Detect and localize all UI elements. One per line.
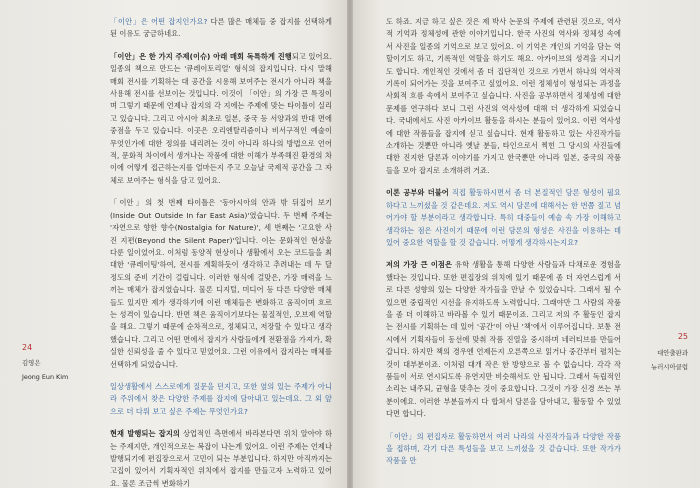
running-footer [22, 356, 68, 384]
body-text: 다른 많은 매체들 중 잡지를 선택하게 된 이유도 궁금하네요. [110, 17, 332, 39]
left-text-column [110, 16, 332, 488]
lead-text: 저의 가장 큰 이점은 [386, 260, 453, 270]
running-footer [651, 346, 688, 374]
paragraph [386, 16, 621, 177]
author-english: Jeong Eun Kim [22, 373, 69, 381]
question-text: 여러 나라의 사진작가들과 다양한 작품을 접하며, 각기 다른 특성들을 보고 느끼셨을 것 같습니다. 또한 작가가 작품을 만 [386, 431, 621, 466]
left-page [0, 0, 347, 488]
question-text: 일상생활에서 스스로에게 질문을 던지고, [110, 381, 241, 391]
paragraph [110, 16, 332, 41]
section-title-line2: 뉴러시아클럽 [650, 363, 688, 371]
paragraph [386, 431, 621, 468]
right-text-column [386, 16, 621, 478]
page-number: 24 [22, 343, 33, 352]
paragraph [110, 51, 332, 187]
question-text: 「이안」의 편집자로 활동하면서 [386, 431, 494, 441]
question-text: 직접 활동하시면서 좀 더 본질적인 담론 형성이 필요하다고 느끼셨을 것 같은데요. 저도 역시 담론에 대해서는 한 번쯤 짚고 넘어가야 할 부분이라고 생각합니다. 특히 대중들이 예술 속 가장 이해하고 생각하는 점은 사진이기 때문에 이런 담론의 형성은 사진을 이용하는 데 있어 중요한 역할을 할 것 같습니다. 어떻게 생각하시는지요? [386, 188, 621, 247]
body-text: 도 하죠. 지금 하고 싶은 것은 제 박사 논문의 주제에 관련된 것으로, 역사적 기억과 정체성에 관한 이야기입니다. 한국 사진의 역사와 정체성 속에서 사진을 일종의 기억으로 보고 있어요. 이 기억은 개인의 기억을 담는 역할이기도 하고, 기록적인 역할을 하기도 해요. 아카이브의 성격을 지니기도 합니다. 개인적인 것에서 좀 더 집단적인 것으로 가면서 하나의 역사적 기록이 되어가는 것을 보여주고 싶었어요. 이런 정체성이 형성되는 과정을 사회적 흐름 속에서 보여주고 싶습니다. 사진을 공부하면서 정체성에 대한 문제를 연구하다 보니 그런 사진의 역사성에 대해 더 생각하게 되었습니다. 국내에서도 사진 아카이브 활동을 하시는 분들이 있어요. 이런 역사성에 대한 작품들을 잡지에 싣고 싶습니다. 현재 활동하고 있는 사진작가들 소개하는 것뿐만 아니라 옛날 분들, 타인으로서 찍힌 그 당시의 사진들에 대한 진지한 담론과 이야기를 가지고 한국뿐만 아니라 일본, 중국의 작품들을 모아 잡지로 소개하려 거죠. [386, 17, 621, 175]
paragraph [110, 197, 332, 371]
paragraph [110, 381, 332, 418]
author-korean: 김영은 [22, 359, 41, 367]
body-text: 「이안」의 첫 번째 타이틀은 '동아시아의 안과 밖 뒤집어 보기(Inside Out Outside In far East Asia)'였습니다. 두 번째 주제는 '자연으로 향한 향수(Nostalgia for Nature)', 세 번째는 '고요한 사진 지편(Beyond the Silent Paper)'입니다. 이는 문화적인 현상을 다룬 일이었어요. 이처럼 동양적 현상이나 생활에서 오는 코드들을 최대한 '큐레이팅'하여, 전시를 계획하듯이 생각하고 추려내는 데 두 달 정도의 준비 기간이 걸립니다. 이러한 형식에 걸맞은, 가장 매력을 느끼는 매체가 잡지였습니다. 물론 디지털, 미디어 등 다른 다양한 매체들도 있지만 제가 생각하기에 이런 매체들은 변화하고 움직이며 흐르는 성격이 있습니다. 반면 책은 움직이기보다는 물질적인, 오브제 역할을 해요. 그렇기 때문에 순차적으로, 정체되고, 저장할 수 있다고 생각했습니다. 그리고 어떤 면에서 잡지가 사람들에게 전환점을 가져가, 확실한 신뢰성을 줄 수 있다고 믿었어요. 그런 이유에서 잡지라는 매체를 선택하게 되었습니다. [110, 198, 332, 369]
page-number: 25 [677, 332, 688, 341]
paragraph [386, 259, 621, 420]
lead-text: 「이안」은 한 가지 주제(이슈) 아래 매회 독특하게 진행 [110, 51, 292, 61]
question-text: 「이안」은 어떤 잡지인가요? [110, 17, 208, 26]
body-text: 되고 있어요. 일종의 책으로 만드는 '큐레이토리얼' 형식의 잡지입니다. 다시 말해 매회 전시를 기획하는 대 공간을 시용해 보여주는 전시가 아니라 책을 사용해 전시를 선보이는 것입니다. 이것이 「이안」의 가장 큰 특징이며 그렇기 때문에 언제나 잡지의 각 지에는 주제에 맞는 타이틀이 실리고 있습니다. 그리고 아시아 최초로 일본, 중국 등 서양과의 반대 면에 중점을 두고 있습니다. 이곳은 오리엔탈리즘이나 비서구적인 예술이 무엇인가에 대한 정의를 내리려는 것이 아니라 하나의 방법으로 언어적, 문화적 차이에서 생겨나는 작품에 대한 이해가 부족해진 환경의 차이에 어떻게 접근하는지를 얼마든지 주고 오늘날 국제적 공간을 그 자체로 보여주는 형식을 담고 있어요. [110, 51, 332, 185]
paragraph [110, 428, 332, 488]
question-text: 또한 옆의 있는 주제가 아니라 주위에서 찾은 다양한 주제를 잡지에 담아내고 있는데요. 그 외 앞으로 더 다뤄 보고 싶은 주제는 무엇인가요? [110, 381, 332, 416]
body-text: 상업적인 측면에서 바라본다면 위치 알아야 하는 주제지만, 개인적으로는 복잡이 나는게 있어요. 이런 주제는 언제나 발행되기에 편집장으로서 고민이 되는 부분입니다. 하지만 아직까지는 고집이 있어서 기획자적인 위치에서 잡지를 만들고자 노력하고 있어요. 물론 조금씩 변화하기 [110, 429, 333, 488]
right-page [353, 0, 700, 488]
paragraph [386, 187, 621, 249]
section-title-line1: 대안출판과 [657, 349, 688, 357]
body-text: 유학 생활을 통해 다양한 사람들과 다채로운 경험을 했다는 것입니다. 또한 편집장의 위치에 있기 때문에 좀 더 자연스럽게 서로 다른 성향의 있는 다양한 작가들을 만날 수 있었습니다. 그래서 될 수 있으면 중립적인 시선을 유지하도록 노력합니다. 그래야만 그 사람의 작품을 좀 더 이해하고 바라볼 수 있기 때문이죠. 그리고 저의 주 활동인 잡지는 전시를 기획하는 데 있어 '공간'이 아닌 '책'에서 이루어집니다. 보통 전시에서 기획자들이 동선에 맞춰 작품 진열을 중시하며 네러티브를 만들어갑니다. 하지만 책의 경우엔 언제든지 오른쪽으로 읽거나 중간부터 펼치는 것이 대부분이죠. 이처럼 대개 작은 한 방향으로 볼 수 없습니다. 각각 작품들이 서로 연시되도록 유연지만 비슷해서도 안 됩니다. 그래서 독립적인 소리는 내주되, 균형을 맞추는 것이 중요합니다. 그것이 가장 신경 쓰는 부분이에요. 이러한 부분들까지 다 합쳐서 담론을 담아내고, 활동할 수 있었다면 합니다. [386, 260, 621, 419]
lead-text: 현재 발행되는 잡지의 [110, 429, 180, 439]
lead-text: 이론 공부와 더불어 [386, 188, 449, 198]
